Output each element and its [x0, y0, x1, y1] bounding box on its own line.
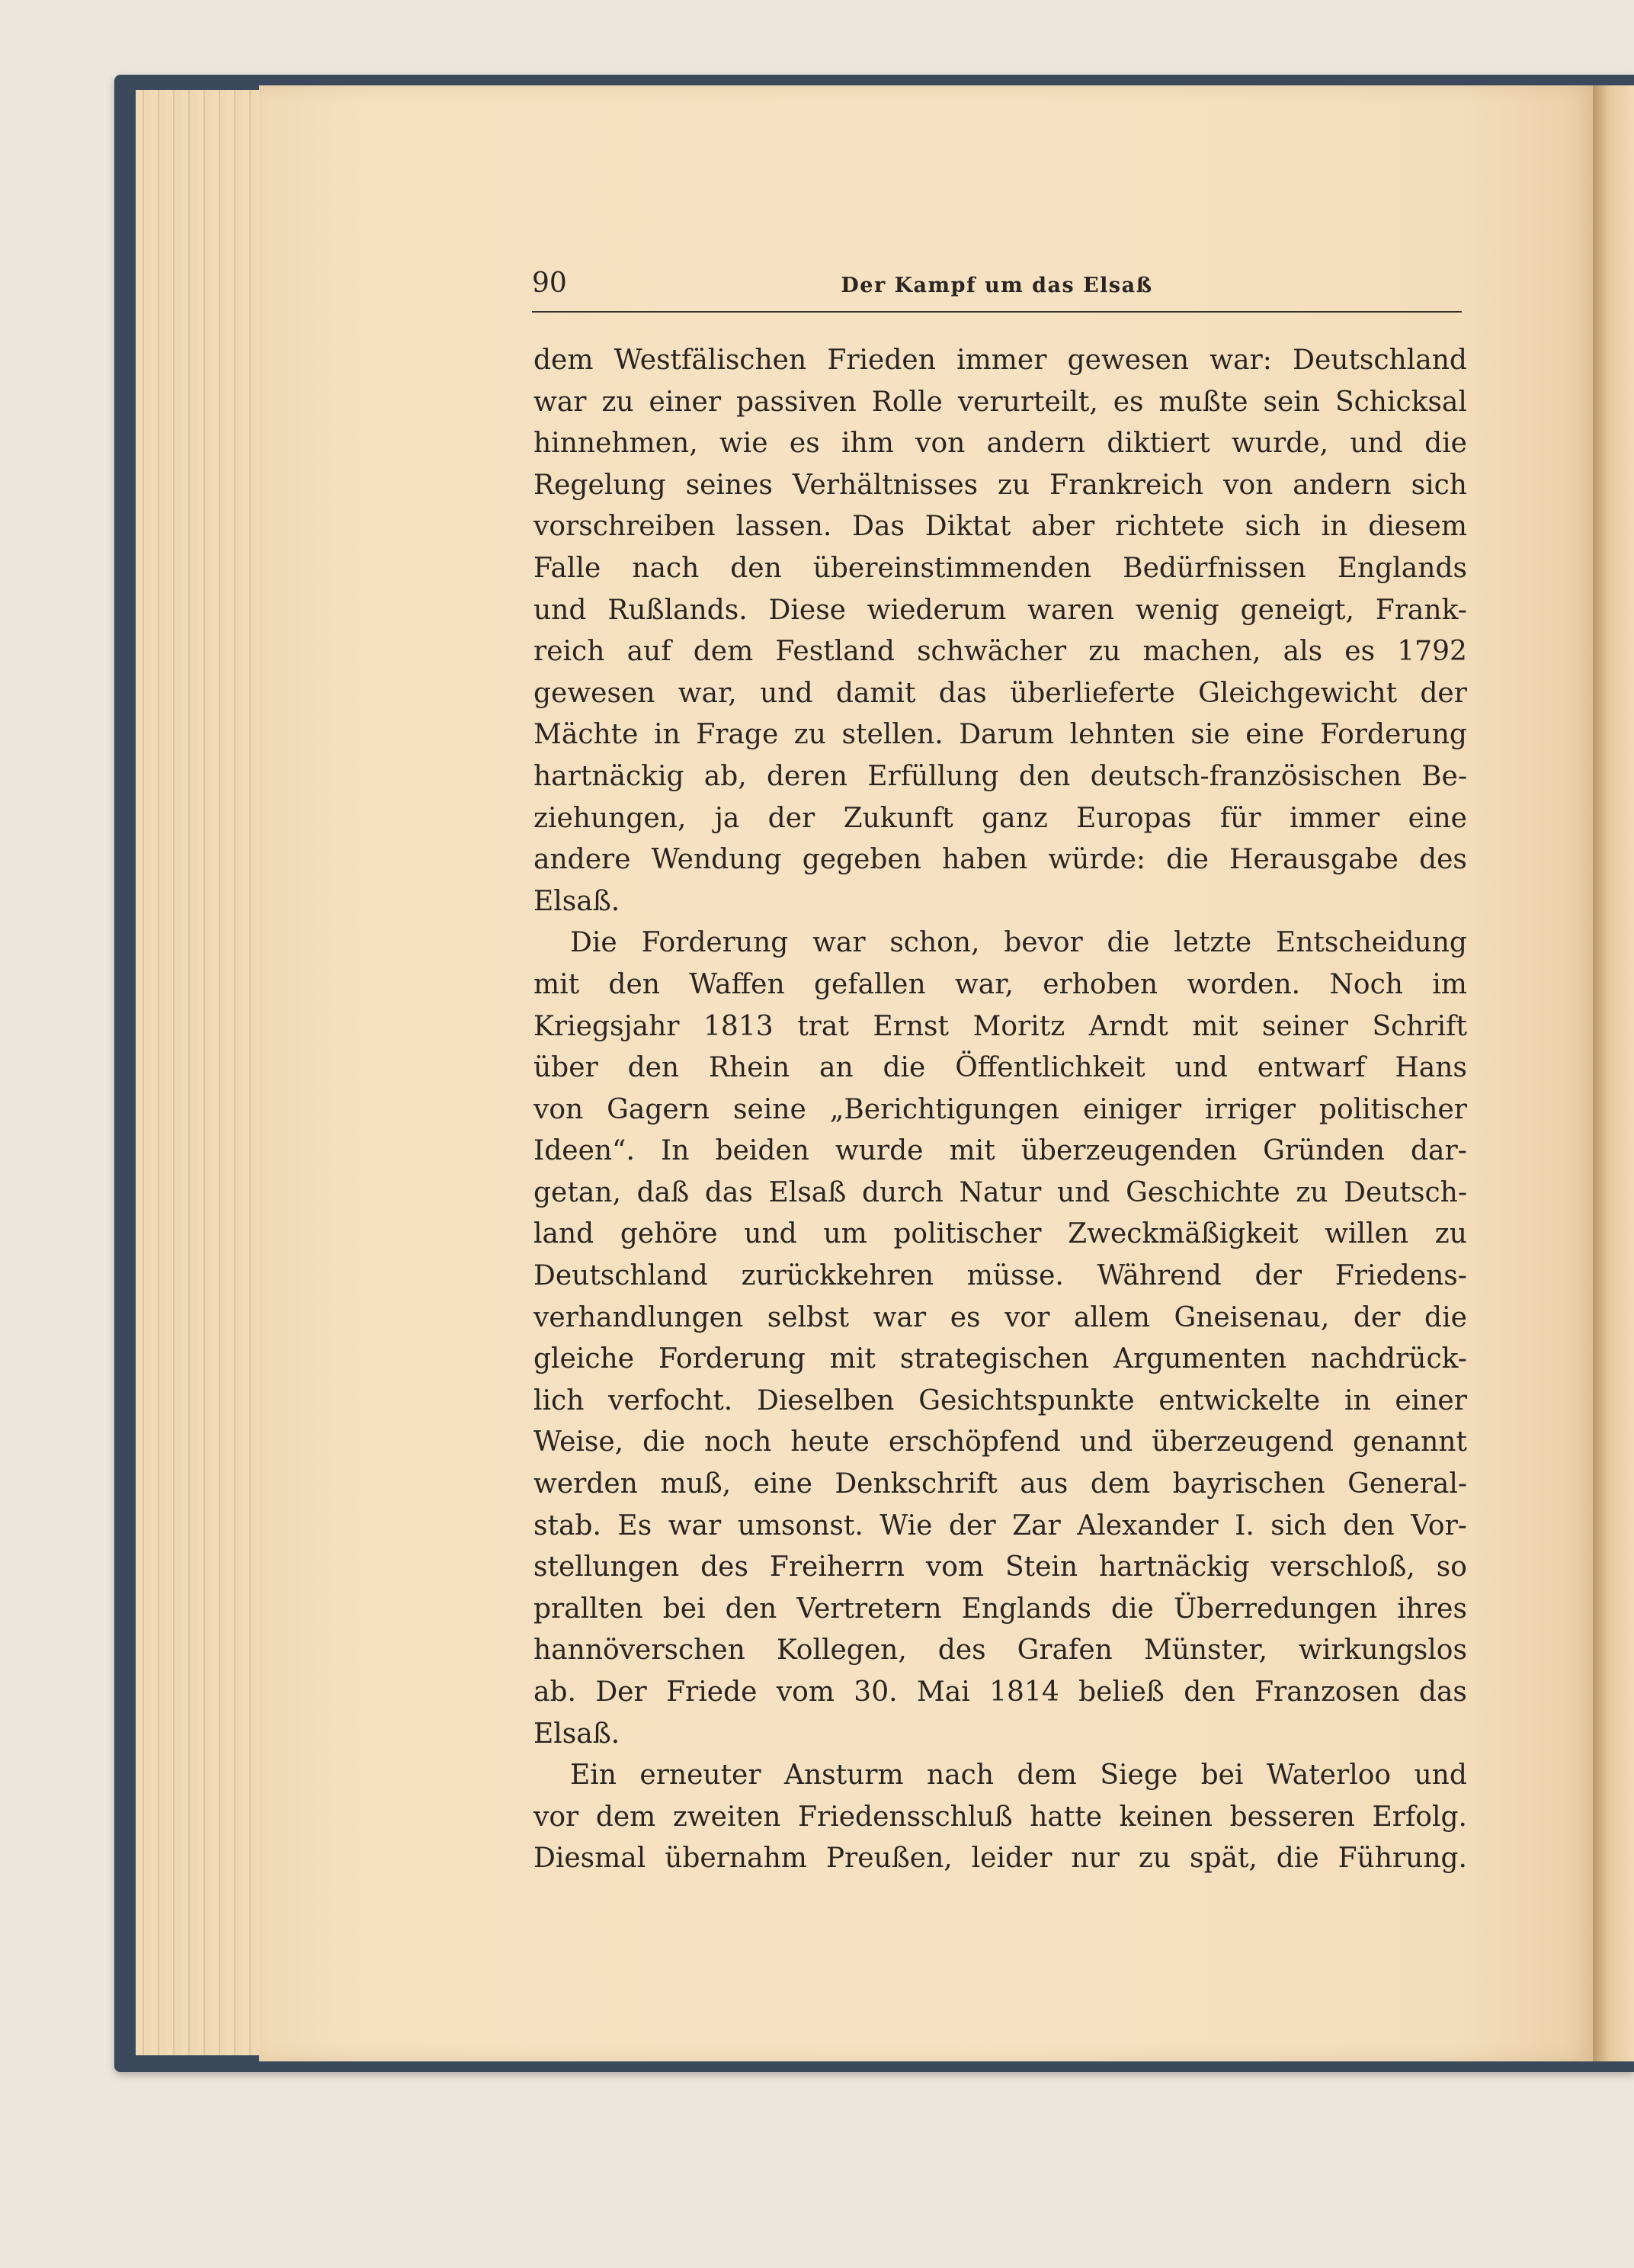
text-line: lich verfocht. Dieselben Gesichtspunkte entwickelte in einer — [533, 1384, 1467, 1416]
text-line: Elsaß. — [533, 885, 620, 917]
text-line: und Rußlands. Diese wiederum waren wenig geneigt, Frank- — [533, 594, 1467, 626]
text-line: werden muß, eine Denkschrift aus dem bayrischen General- — [533, 1468, 1467, 1500]
text-line: über den Rhein an die Öffentlichkeit und entwarf Hans — [533, 1052, 1467, 1084]
text-line: Weise, die noch heute erschöpfend und überzeugend genannt — [533, 1426, 1467, 1458]
text-line: von Gagern seine „Berichtigungen einiger irriger politischer — [533, 1093, 1467, 1125]
text-line: Falle nach den übereinstimmenden Bedürfnissen Englands — [533, 552, 1467, 584]
text-line: dem Westfälischen Frieden immer gewesen war: Deutschland — [533, 345, 1467, 376]
text-line: hinnehmen, wie es ihm von andern diktiert wurde, und die — [533, 428, 1467, 460]
text-line: Ideen“. In beiden wurde mit überzeugenden Gründen dar- — [533, 1135, 1467, 1167]
running-head — [532, 268, 1462, 313]
text-line: Die Forderung war schon, bevor die letzte Entscheidung — [570, 927, 1467, 959]
text-line: ziehungen, ja der Zukunft ganz Europas für immer eine — [533, 802, 1467, 834]
text-line: verhandlungen selbst war es vor allem Gneisenau, der die — [533, 1301, 1467, 1333]
text-line: gleiche Forderung mit strategischen Argumenten nachdrück- — [533, 1343, 1467, 1375]
text-line: Kriegsjahr 1813 trat Ernst Moritz Arndt mit seiner Schrift — [533, 1010, 1467, 1042]
text-line: gewesen war, und damit das überlieferte Gleichgewicht der — [533, 677, 1467, 709]
text-line: stellungen des Freiherrn vom Stein hartnäckig verschloß, so — [533, 1551, 1467, 1583]
text-line: Deutschland zurückkehren müsse. Während der Friedens- — [533, 1260, 1467, 1292]
text-line: getan, daß das Elsaß durch Natur und Geschichte zu Deutsch- — [533, 1176, 1467, 1208]
page-edges — [136, 90, 274, 2055]
text-line: Mächte in Frage zu stellen. Darum lehnten sie eine Forderung — [533, 719, 1467, 751]
text-line: andere Wendung gegeben haben würde: die Herausgabe des — [533, 844, 1467, 876]
text-line: hannöverschen Kollegen, des Grafen Münster, wirkungslos — [533, 1634, 1467, 1667]
text-line: Diesmal übernahm Preußen, leider nur zu spät, die Führung. — [533, 1843, 1467, 1875]
text-line: reich auf dem Festland schwächer zu machen, als es 1792 — [533, 636, 1467, 668]
text-line: ab. Der Friede vom 30. Mai 1814 beließ den Franzosen das — [533, 1676, 1467, 1708]
text-line: war zu einer passiven Rolle verurteilt, es mußte sein Schicksal — [533, 386, 1467, 418]
text-line: mit den Waffen gefallen war, erhoben worden. Noch im — [533, 968, 1467, 1000]
body-text — [533, 340, 1467, 1880]
text-line: hartnäckig ab, deren Erfüllung den deutsch-französischen Be- — [533, 760, 1467, 792]
text-line: Ein erneuter Ansturm nach dem Siege bei Waterloo und — [570, 1760, 1467, 1792]
page-number: 90 — [532, 268, 567, 299]
text-line: land gehöre und um politischer Zweckmäßigkeit willen zu — [533, 1218, 1467, 1250]
text-line: vorschreiben lassen. Das Diktat aber richtete sich in diesem — [533, 511, 1467, 543]
text-line: Elsaß. — [533, 1718, 620, 1750]
text-line: prallten bei den Vertretern Englands die Überredungen ihres — [533, 1593, 1467, 1625]
running-title: Der Kampf um das Elsaß — [841, 274, 1153, 297]
text-line: stab. Es war umsonst. Wie der Zar Alexander I. sich den Vor- — [533, 1509, 1467, 1541]
text-line: Regelung seines Verhältnisses zu Frankreich von andern sich — [533, 469, 1467, 501]
facing-page-edge — [1593, 85, 1634, 2061]
text-line: vor dem zweiten Friedensschluß hatte keinen besseren Erfolg. — [533, 1801, 1467, 1833]
